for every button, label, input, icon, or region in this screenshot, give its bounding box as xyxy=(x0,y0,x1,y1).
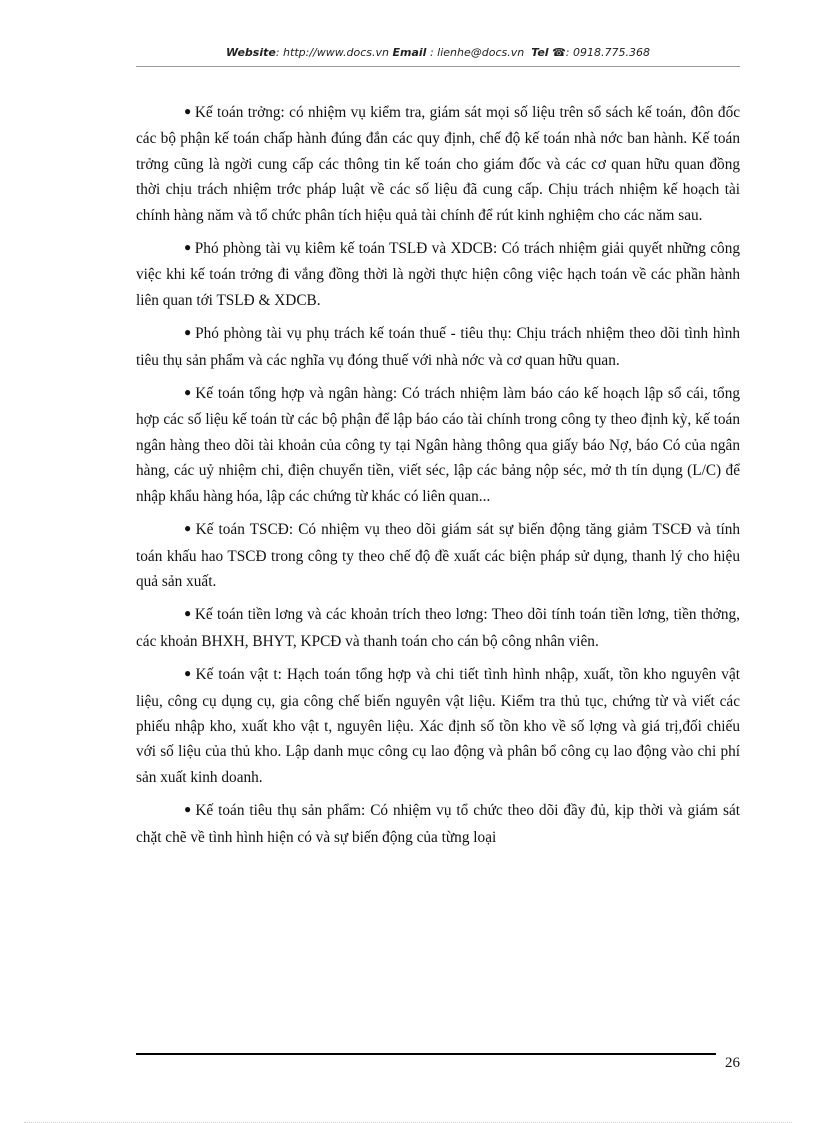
paragraph-fixed-assets xyxy=(136,517,740,594)
paragraph-text: Kế toán vật t: Hạch toán tổng hợp và chi tiết tình hình nhập, xuất, tồn kho nguyên vật liệu, công cụ dụng cụ, gia công chế biến nguyên vật liệu. Kiểm tra thủ tục, chứng từ và viết các phiếu nhập kho, xuất kho vật t, nguyên liệu. Xác định số tồn kho về số lợng và giá trị,đối chiếu với số liệu của thủ kho. Lập danh mục công cụ lao động và phân bổ công cụ lao động vào chi phí sản xuất kinh doanh. xyxy=(136,666,740,786)
paragraph-sales xyxy=(136,798,740,850)
paragraph-text: Phó phòng tài vụ kiêm kế toán TSLĐ và XDCB: Có trách nhiệm giải quyết những công việc khi kế toán trởng đi vắng đồng thời là ngời thực hiện công việc hạch toán về các phần hành liên quan tới TSLĐ & XDCB. xyxy=(136,240,740,309)
email-value: : lienhe@docs.vn xyxy=(426,46,525,59)
paragraph-text: Kế toán tiền lơng và các khoản trích theo lơng: Theo dõi tính toán tiền lơng, tiền thởng, các khoản BHXH, BHYT, KPCĐ và thanh toán cho cán bộ công nhân viên. xyxy=(136,606,741,650)
page-number: 26 xyxy=(725,1055,740,1071)
header-divider xyxy=(136,66,740,67)
paragraph-chief-accountant xyxy=(136,100,740,228)
document-body xyxy=(136,100,740,858)
paragraph-salary xyxy=(136,602,740,654)
paragraph-text: Kế toán tổng hợp và ngân hàng: Có trách nhiệm làm báo cáo kế hoạch lập sổ cái, tổng hợp các số liệu kế toán từ các bộ phận để lập báo cáo tài chính trong công ty theo định kỳ, kế toán ngân hàng theo dõi tài khoản của công ty tại Ngân hàng thông qua giấy báo Nợ, báo Có của ngân hàng, các uỷ nhiệm chi, điện chuyển tiền, viết séc, lập các bảng nộp séc, mở th tín dụng (L/C) để nhập khẩu hàng hóa, lập các chứng từ khác có liên quan... xyxy=(136,385,740,505)
bullet-icon: ● xyxy=(184,104,192,118)
paragraph-materials xyxy=(136,662,740,790)
paragraph-text: Kế toán TSCĐ: Có nhiệm vụ theo dõi giám sát sự biến động tăng giảm TSCĐ và tính toán khấu hao TSCĐ trong công ty theo chế độ đề xuất các biện pháp sử dụng, thanh lý cho hiệu quả sản xuất. xyxy=(136,521,741,590)
paragraph-text: Kế toán tiêu thụ sản phẩm: Có nhiệm vụ tổ chức theo dõi đầy đủ, kịp thời và giám sát chặt chẽ về tình hình hiện có và sự biến động của từng loại xyxy=(136,802,740,846)
bullet-icon: ● xyxy=(184,666,193,681)
paragraph-text: Kế toán trởng: có nhiệm vụ kiểm tra, giám sát mọi số liệu trên sổ sách kế toán, đôn đốc các bộ phận kế toán chấp hành đúng đắn các quy định, chế độ kế toán nhà nớc ban hành. Kế toán trởng cũng là ngời cung cấp các thông tin kế toán cho giám đốc và các cơ quan hữu quan đồng thời chịu trách nhiệm trớc pháp luật về các số liệu đã cung cấp. Chịu trách nhiệm kế hoạch tài chính hàng năm và tổ chức phân tích hiệu quả tài chính để rút kinh nghiệm cho các năm sau. xyxy=(136,104,741,224)
email-label: Email xyxy=(392,46,427,59)
bullet-icon: ● xyxy=(184,240,192,255)
bullet-icon: ● xyxy=(184,802,193,817)
bullet-icon: ● xyxy=(184,385,193,400)
tel-value: : 0918.775.368 xyxy=(565,46,650,59)
website-value: : http://www.docs.vn xyxy=(275,46,390,59)
paragraph-general-bank xyxy=(136,381,740,509)
bullet-icon: ● xyxy=(184,325,193,340)
page-header xyxy=(136,46,740,59)
website-label: Website xyxy=(226,46,276,59)
paragraph-text: Phó phòng tài vụ phụ trách kế toán thuế - tiêu thụ: Chịu trách nhiệm theo dõi tình hình tiêu thụ sản phẩm và các nghĩa vụ đóng thuế với nhà nớc và cơ quan hữu quan. xyxy=(136,325,741,369)
bullet-icon: ● xyxy=(184,606,192,621)
phone-icon: ☎ xyxy=(552,46,566,59)
paragraph-deputy-tax xyxy=(136,321,740,373)
paragraph-deputy-tsld xyxy=(136,236,740,313)
bullet-icon: ● xyxy=(184,521,193,536)
tel-label: Tel xyxy=(531,46,549,59)
footer-divider xyxy=(136,1053,716,1055)
